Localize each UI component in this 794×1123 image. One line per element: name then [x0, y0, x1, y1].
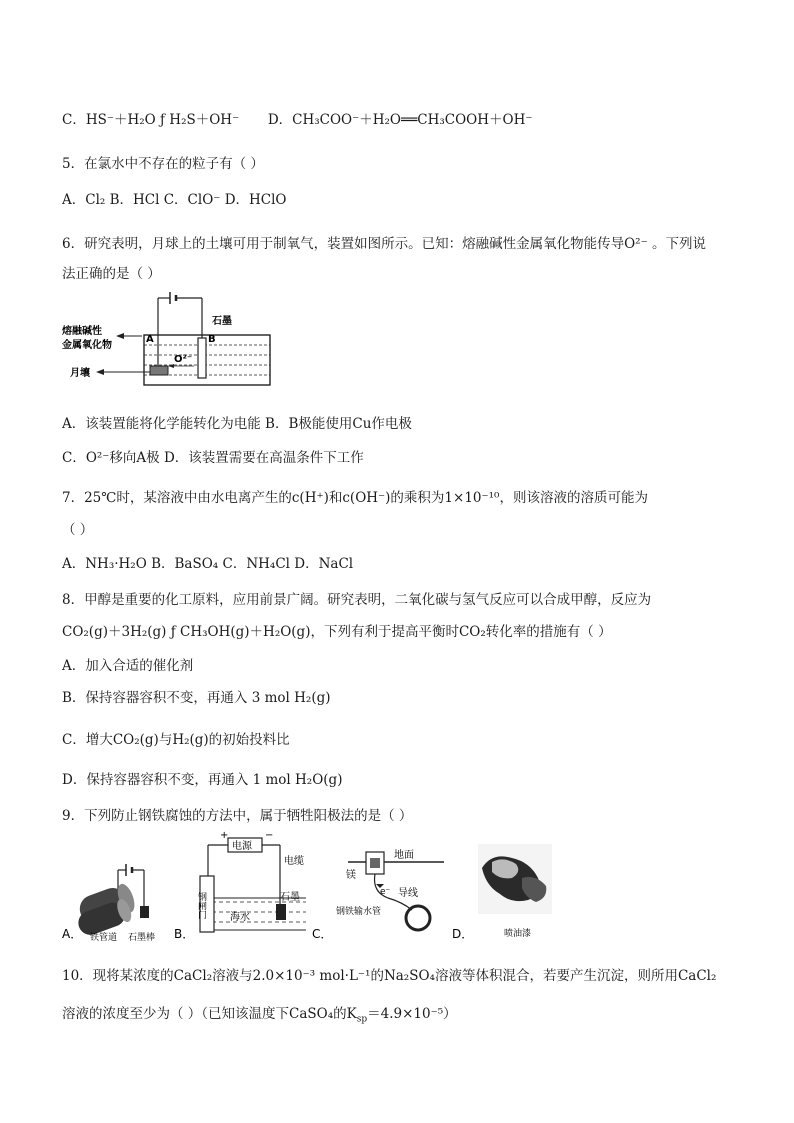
q9-stem: 9．下列防止钢铁腐蚀的方法中，属于牺牲阳极法的是（ ） — [62, 808, 413, 824]
q8-option-c: C．增大CO₂(g)与H₂(g)的初始投料比 — [62, 732, 290, 748]
q5-options: A．Cl₂ B．HCl C．ClO⁻ D．HClO — [62, 192, 287, 208]
q7-options: A．NH₃·H₂O B．BaSO₄ C．NH₄Cl D．NaCl — [62, 556, 354, 572]
q6-label-molten-1: 熔融碱性 — [62, 326, 102, 337]
q4-option-c: C．HS⁻＋H₂O ƒ H₂S＋OH⁻ — [62, 112, 240, 128]
q5-stem: 5．在氯水中不存在的粒子有（ ） — [62, 156, 264, 172]
q6-label-graphite: 石墨 — [212, 316, 232, 327]
q6-options-ab: A．该装置能将化学能转化为电能 B．B极能使用Cu作电极 — [62, 416, 412, 432]
q6-stem-line2: 法正确的是（ ） — [62, 266, 161, 282]
q4-options — [62, 108, 532, 128]
q8-option-a: A．加入合适的催化剂 — [62, 658, 194, 674]
q9-b-seawater: 海水 — [230, 912, 250, 923]
q8-stem-line2: CO₂(g)＋3H₂(g) ƒ CH₃OH(g)＋H₂O(g)，下列有利于提高平衡时CO₂转化率的措施有（ ） — [62, 624, 612, 640]
q9-c-letter: C． — [312, 927, 333, 941]
q9-b-graphite: 石墨 — [280, 892, 300, 903]
q6-stem-line1: 6．研究表明，月球上的土壤可用于制氧气，装置如图所示。已知：熔融碱性金属氧化物能传导O²⁻ 。下列说 — [62, 236, 706, 252]
q7-stem-line1: 7．25℃时，某溶液中由水电离产生的c(H⁺)和c(OH⁻)的乘积为1×10⁻¹⁰，则该溶液的溶质可能为 — [62, 490, 648, 506]
q9-b-plus: + — [220, 830, 229, 841]
q7-stem-line2: （ ） — [62, 522, 94, 538]
q9-b-minus: − — [265, 830, 274, 841]
q10-stem-line2 — [62, 1002, 457, 1025]
q10-stem-text: 溶液的浓度至少为（ ）（已知该温度下CaSO₄的K — [62, 1006, 357, 1022]
q9-figure-d — [452, 838, 562, 942]
q9-c-wire: 导线 — [398, 888, 418, 899]
q9-a-rod: 石墨棒 — [128, 933, 156, 942]
q9-c-electron: e⁻ — [380, 887, 391, 897]
q9-d-paint: 喷油漆 — [504, 929, 532, 939]
q6-label-molten-2: 金属氧化物 — [62, 340, 112, 351]
q9-b-letter: B． — [174, 927, 195, 941]
q4-option-d: D．CH₃COO⁻＋H₂O══CH₃COOH＋OH⁻ — [267, 112, 533, 128]
q9-figure-c — [312, 848, 452, 942]
q9-b-gate: 钢闸门 — [196, 892, 206, 919]
q8-option-d: D．保持容器容积不变，再通入 1 mol H₂O(g) — [62, 772, 343, 788]
q10-ksp-subscript: sp — [356, 1014, 368, 1025]
q9-d-letter: D． — [452, 927, 474, 941]
q9-c-mg: 镁 — [346, 870, 356, 881]
q9-b-cable: 电缆 — [284, 856, 304, 867]
q9-a-letter: A． — [62, 927, 83, 941]
q9-c-pipe: 钢铁输水管 — [336, 907, 382, 917]
q6-label-b: B — [208, 334, 216, 345]
q6-electrolysis-figure — [62, 290, 362, 390]
q8-option-b: B．保持容器容积不变，再通入 3 mol H₂(g) — [62, 690, 331, 706]
q10-stem-ksp: ＝4.9×10⁻⁵） — [367, 1006, 457, 1022]
q9-c-ground: 地面 — [394, 850, 414, 861]
q6-label-soil: 月壤 — [70, 368, 90, 379]
q10-stem-line1: 10．现将某浓度的CaCl₂溶液与2.0×10⁻³ mol·L⁻¹的Na₂SO₄溶液等体积混合，若要产生沉淀，则所用CaCl₂ — [62, 968, 717, 984]
q6-options-cd: C．O²⁻移向A极 D．该装置需要在高温条件下工作 — [62, 450, 364, 466]
q9-figure-a — [62, 848, 172, 942]
q9-figure-b — [172, 828, 322, 944]
q9-b-power: 电源 — [232, 841, 252, 852]
q6-label-a: A — [146, 334, 154, 345]
q6-label-ion: O²⁻ — [174, 354, 193, 365]
q8-stem-line1: 8．甲醇是重要的化工原料，应用前景广阔。研究表明，二氧化碳与氢气反应可以合成甲醇，反应为 — [62, 592, 652, 608]
q9-a-pipe: 铁管道 — [90, 933, 118, 942]
